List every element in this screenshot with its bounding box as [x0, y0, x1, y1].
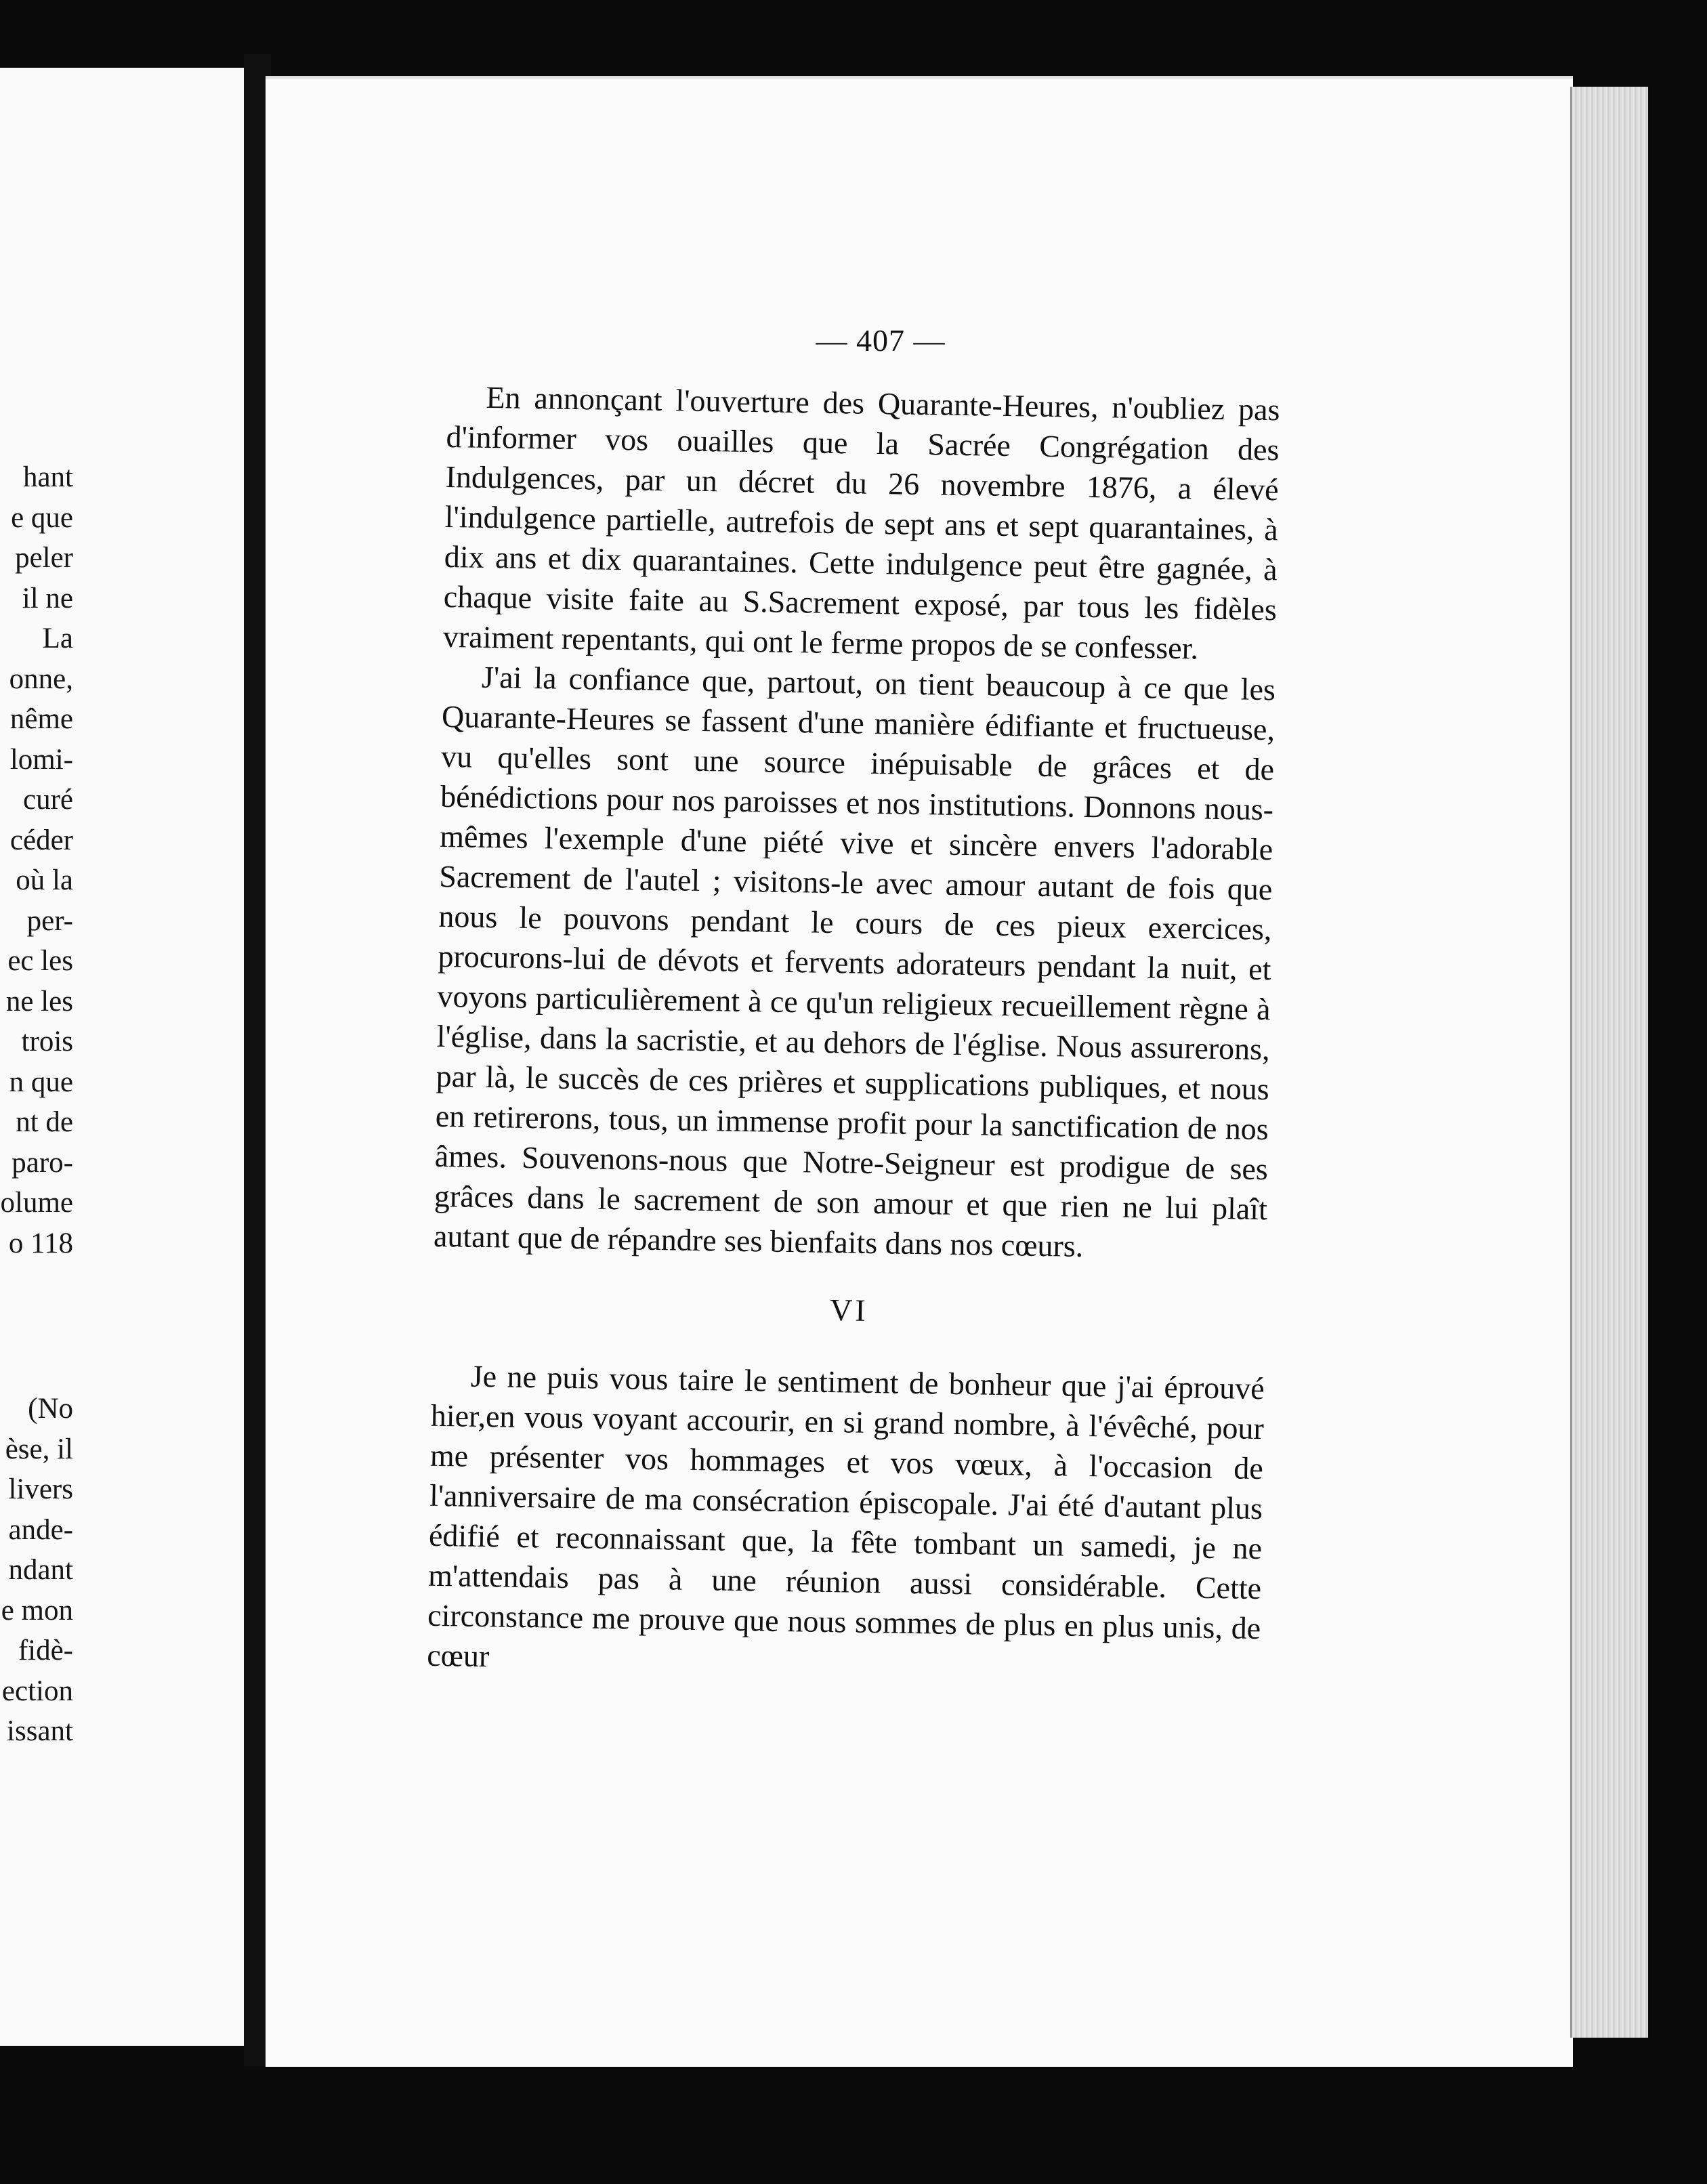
- left-page-fragment: ande-: [8, 1513, 73, 1546]
- paragraph: J'ai la confiance que, partout, on tient beaucoup à ce que les Quarante-Heures se fassent d'une manière édifiante et fructueuse, vu qu'elles sont une source inépuisable de grâces et de bénédictions pour nos paroisses et nos institutions. Donnons nous-mêmes l'exemple d'une piété vive et sincère envers l'adorable Sacrement de l'autel ; visitons-le avec amour autant de fois que nous le pouvons pendant le cours de ces pieux exercices, procurons-lui de dévots et fervents adorateurs pendant la nuit, et voyons particulièrement à ce qu'un religieux recueillement règne à l'église, dans la sacristie, et au dehors de l'église. Nous assurerons, par là, le succès de ces prières et supplications publiques, et nous en retirerons, tous, un immense profit pour la sanctification de nos âmes. Souvenons-nous que Notre-Seigneur est prodigue de ses grâces dans le sacrement de son amour et que rien ne lui plaît autant que de répandre ses bienfaits dans nos cœurs.: [433, 659, 1276, 1263]
- left-page-fragment: (No: [28, 1393, 73, 1425]
- left-page-fragment: trois: [21, 1026, 73, 1057]
- section-heading: VI: [829, 1293, 869, 1328]
- left-page-fragment: fidè-: [18, 1635, 73, 1666]
- left-page-fragment: curé: [23, 784, 73, 816]
- page-number: — 407 —: [816, 323, 946, 358]
- paragraph: Je ne puis vous taire le sentiment de bonheur que j'ai éprouvé hier,en vous voyant accourir, en si grand nombre, à l'évêché, pour me présenter vos hommages et vos vœux, à l'occasion de l'anniversaire de ma consécration épiscopale. J'ai été d'autant plus édifié et reconnaissant que, la fête tombant un samedi, je ne m'attendais pas à une réunion aussi considérable. Cette circonstance me prouve que nous sommes de plus en plus unis, de cœur: [426, 1358, 1265, 1674]
- left-page-fragment: nt de: [16, 1106, 73, 1138]
- left-page-fragment: ne les: [5, 985, 73, 1017]
- paragraph: En annonçant l'ouverture des Quarante-Heures, n'oubliez pas d'informer vos ouailles que la Sacrée Congrégation des Indulgences, par un décret du 26 novembre 1876, a élevé l'indulgence partielle, autrefois de sept ans et sept quarantaines, à dix ans et dix quarantaines. Cette indulgence peut être gagnée, à chaque visite faite au S.Sacrement exposé, par tous les fidèles vraiment repentants, qui ont le ferme propos de se confesser.: [442, 379, 1280, 666]
- left-page: [0, 68, 244, 2046]
- page-body: [427, 377, 1280, 1688]
- left-page-fragment: èse, il: [5, 1433, 73, 1465]
- left-page-fragment: onne,: [9, 663, 73, 695]
- left-page-fragment: hant: [22, 461, 73, 493]
- left-page-fragment: nême: [9, 703, 73, 735]
- left-page-fragment: ec les: [7, 945, 73, 977]
- left-page-fragment: olume: [0, 1187, 73, 1219]
- left-page-fragment: il ne: [22, 582, 73, 614]
- left-page-fragment: ection: [1, 1675, 73, 1707]
- left-page-fragment: où la: [16, 864, 73, 896]
- left-page-fragment: e que: [11, 501, 73, 534]
- left-page-fragment: ndant: [8, 1554, 73, 1586]
- left-page-fragment: peler: [15, 542, 73, 574]
- left-page-fragment: La: [42, 623, 73, 654]
- left-page-fragment: lomi-: [9, 743, 73, 776]
- page-edges: [1570, 87, 1648, 2038]
- left-page-fragment: n que: [9, 1066, 73, 1098]
- left-page-fragment: per-: [26, 904, 73, 937]
- left-page-fragment: céder: [9, 824, 73, 856]
- left-page-text: [0, 68, 244, 2046]
- left-page-fragment: livers: [8, 1473, 73, 1505]
- left-page-fragment: o 118: [8, 1227, 73, 1259]
- left-page-fragment: issant: [7, 1715, 73, 1747]
- left-page-fragment: e mon: [1, 1594, 73, 1626]
- left-page-fragment: paro-: [12, 1146, 73, 1179]
